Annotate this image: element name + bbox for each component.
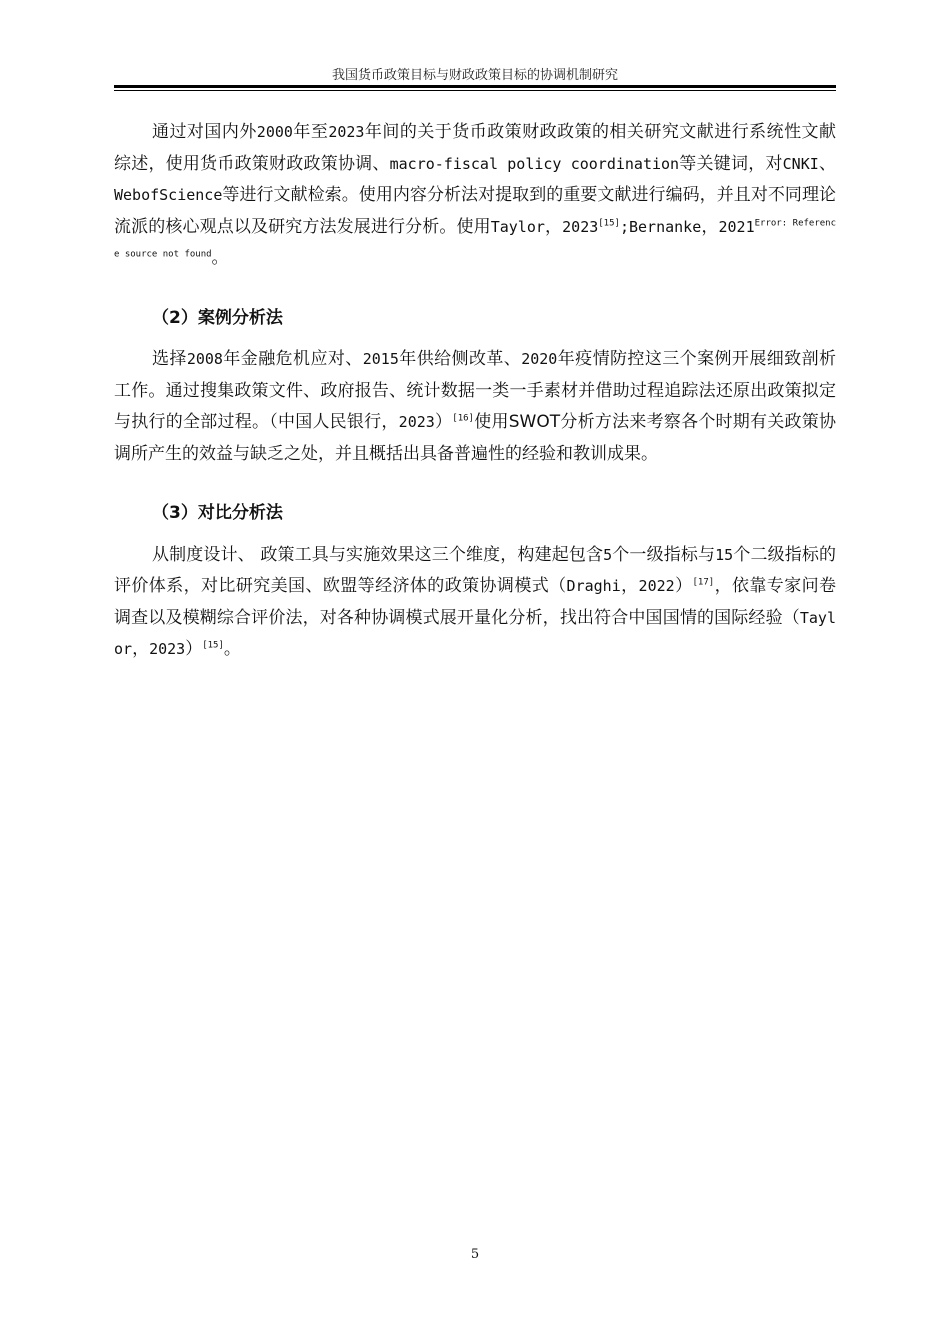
paragraph-case-analysis: 选择2008年金融危机应对、2015年供给侧改革、2020年疫情防控这三个案例开展细致剖析工作。通过搜集政策文件、政府报告、统计数据一类一手素材并借助过程追踪法还原出政策拟定与执行的全部过程。（中国人民银行，2023）[16]使用SWOT分析方法来考察各个时期有关政策协调所产生的效益与缺乏之处，并且概括出具备普遍性的经验和教训成果。 (114, 349, 837, 464)
section-heading-comparative-analysis: （3）对比分析法 (152, 503, 283, 523)
citation-ref[interactable]: [15] (598, 217, 620, 228)
running-header: 我国货币政策目标与财政政策目标的协调机制研究 (331, 68, 618, 83)
paragraph-comparative-analysis: 从制度设计、 政策工具与实施效果这三个维度，构建起包含5个一级指标与15个二级指标的评价体系，对比研究美国、欧盟等经济体的政策协调模式（Draghi，2022）[17]，依靠专家问卷调查以及模糊综合评价法，对各种协调模式展开量化分析，找出符合中国国情的国际经验（Taylor，2023）[15]。 (114, 544, 837, 659)
section-heading-case-analysis: （2）案例分析法 (152, 307, 283, 328)
citation-ref[interactable]: [15] (202, 640, 224, 651)
paragraph-literature-review: 通过对国内外2000年至2023年间的关于货币政策财政政策的相关研究文献进行系统性文献综述，使用货币政策财政政策协调、macro-fiscal policy coordination等关键词，对CNKI、WebofScience等进行文献检索。使用内容分析法对提取到的重要文献进行编码，并且对不同理论流派的核心观点以及研究方法发展进行分析。使用Taylor，2023[15];Bernanke，$2021^{Error: Reference source not found}$。 (114, 122, 837, 268)
page-body (114, 117, 836, 666)
header-rule-thin (114, 90, 836, 91)
header-rule-thick (114, 85, 836, 88)
citation-ref[interactable]: [16] (452, 413, 474, 424)
citation-ref[interactable]: [17] (692, 577, 715, 588)
page-number: 5 (470, 1247, 480, 1262)
reference-error-note: Error: Reference source not found (114, 217, 837, 260)
